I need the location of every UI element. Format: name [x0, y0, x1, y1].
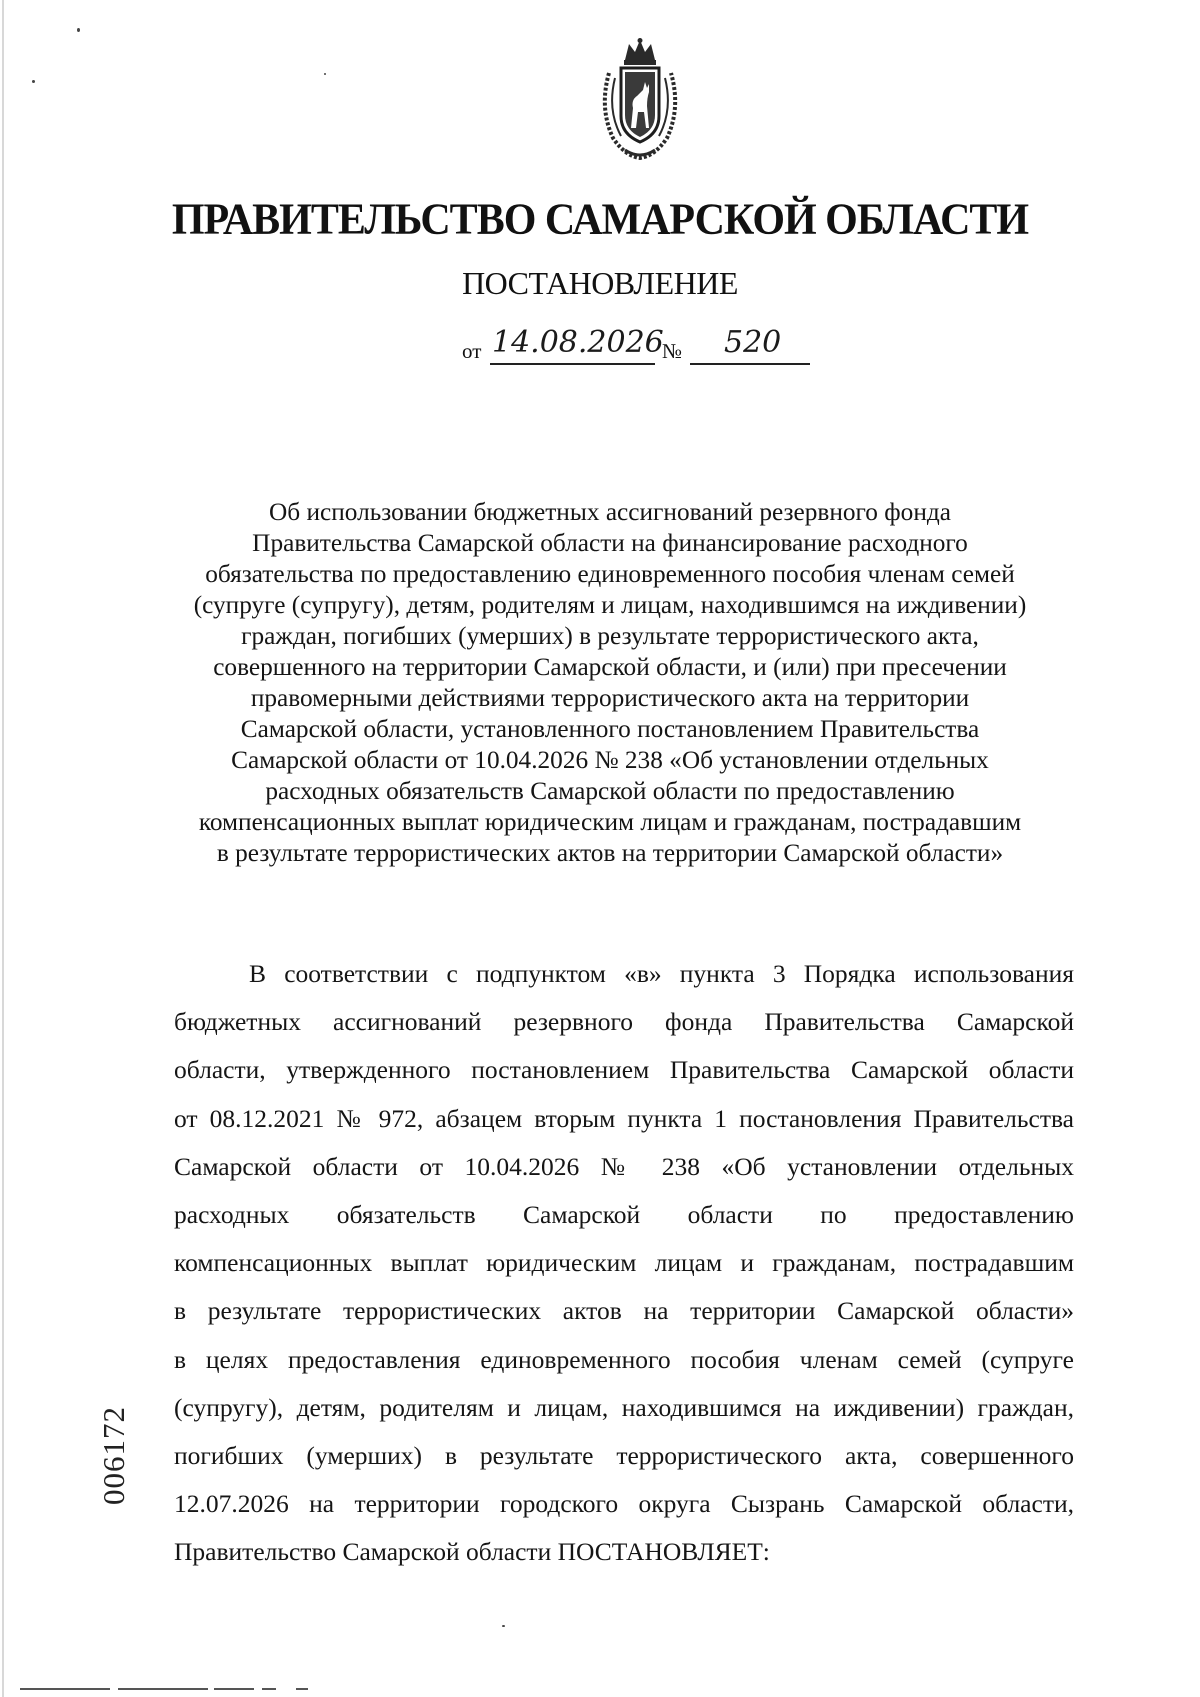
number-prefix: №: [662, 339, 683, 363]
document-title: [150, 497, 1070, 869]
preamble-paragraph: [174, 950, 1074, 1577]
scan-edge-dash: [262, 1688, 276, 1690]
body-line: расходных обязательств Самарской области по предоставлению: [174, 1200, 1074, 1230]
organization-name: ПРАВИТЕЛЬСТВО САМАРСКОЙ ОБЛАСТИ: [171, 195, 1029, 245]
body-line: погибших (умерших) в результате террористического акта, совершенного: [174, 1441, 1074, 1471]
body-line: от 08.12.2021 № 972, абзацем вторым пункта 1 постановления Правительства: [174, 1103, 1074, 1133]
title-line: расходных обязательств Самарской области по предоставлению: [265, 777, 955, 805]
title-line: совершенного на территории Самарской области, и (или) при пресечении: [213, 653, 1007, 681]
scan-edge-dash: [118, 1688, 208, 1690]
handwritten-date: 14.08.2026: [492, 325, 664, 360]
title-line: компенсационных выплат юридическим лицам и гражданам, пострадавшим: [198, 808, 1022, 836]
title-line: Об использовании бюджетных ассигнований резервного фонда: [269, 498, 951, 526]
body-line: в целях предоставления единовременного пособия членам семей (супруге: [174, 1344, 1074, 1374]
title-line: правомерными действиями террористического акта на территории: [250, 684, 970, 712]
title-line: Правительства Самарской области на финансирование расходного: [252, 529, 968, 557]
title-line: в результате террористических актов на территории Самарской области»: [216, 839, 1004, 867]
body-line: компенсационных выплат юридическим лицам и гражданам, пострадавшим: [174, 1248, 1074, 1278]
handwritten-number: 520: [724, 325, 782, 360]
coat-of-arms-samara-icon: [595, 38, 685, 164]
body-line: бюджетных ассигнований резервного фонда Правительства Самарской: [174, 1007, 1074, 1037]
title-line: обязательства по предоставлению единовременного пособия членам семей: [205, 560, 1015, 588]
body-line: Правительство Самарской области ПОСТАНОВЛЯЕТ:: [174, 1537, 770, 1567]
date-underline: [490, 363, 655, 365]
title-line: граждан, погибших (умерших) в результате террористического акта,: [241, 622, 979, 650]
body-line: области, утвержденного постановлением Правительства Самарской области: [174, 1055, 1074, 1085]
body-line: 12.07.2026 на территории городского округа Сызрань Самарской области,: [174, 1489, 1074, 1519]
title-line: Самарской области от 10.04.2026 № 238 «Об установлении отдельных: [231, 746, 989, 774]
body-line: Самарской области от 10.04.2026 № 238 «Об установлении отдельных: [174, 1151, 1074, 1181]
body-line: В соответствии с подпунктом «в» пункта 3 Порядка использования: [249, 959, 1074, 988]
title-line: Самарской области, установленного постановлением Правительства: [240, 715, 980, 743]
scan-speck: [324, 73, 326, 75]
scan-edge-dash: [20, 1688, 110, 1690]
scan-edge-dash: [214, 1688, 254, 1690]
scan-edge-dash: [296, 1688, 308, 1690]
scan-speck: [77, 28, 80, 32]
date-prefix: от: [462, 339, 482, 363]
scan-speck: [32, 80, 35, 83]
body-line: в результате террористических актов на территории Самарской области»: [174, 1296, 1074, 1326]
document-type: ПОСТАНОВЛЕНИЕ: [462, 265, 738, 301]
registration-number: 006172: [96, 1406, 131, 1505]
title-line: (супруге (супругу), детям, родителям и лицам, находившимся на иждивении): [193, 591, 1027, 619]
scan-edge-line: [2, 0, 4, 1697]
number-underline: [690, 363, 810, 365]
body-line: (супругу), детям, родителям и лицам, находившимся на иждивении) граждан,: [174, 1392, 1074, 1422]
scan-speck: [502, 1625, 505, 1627]
